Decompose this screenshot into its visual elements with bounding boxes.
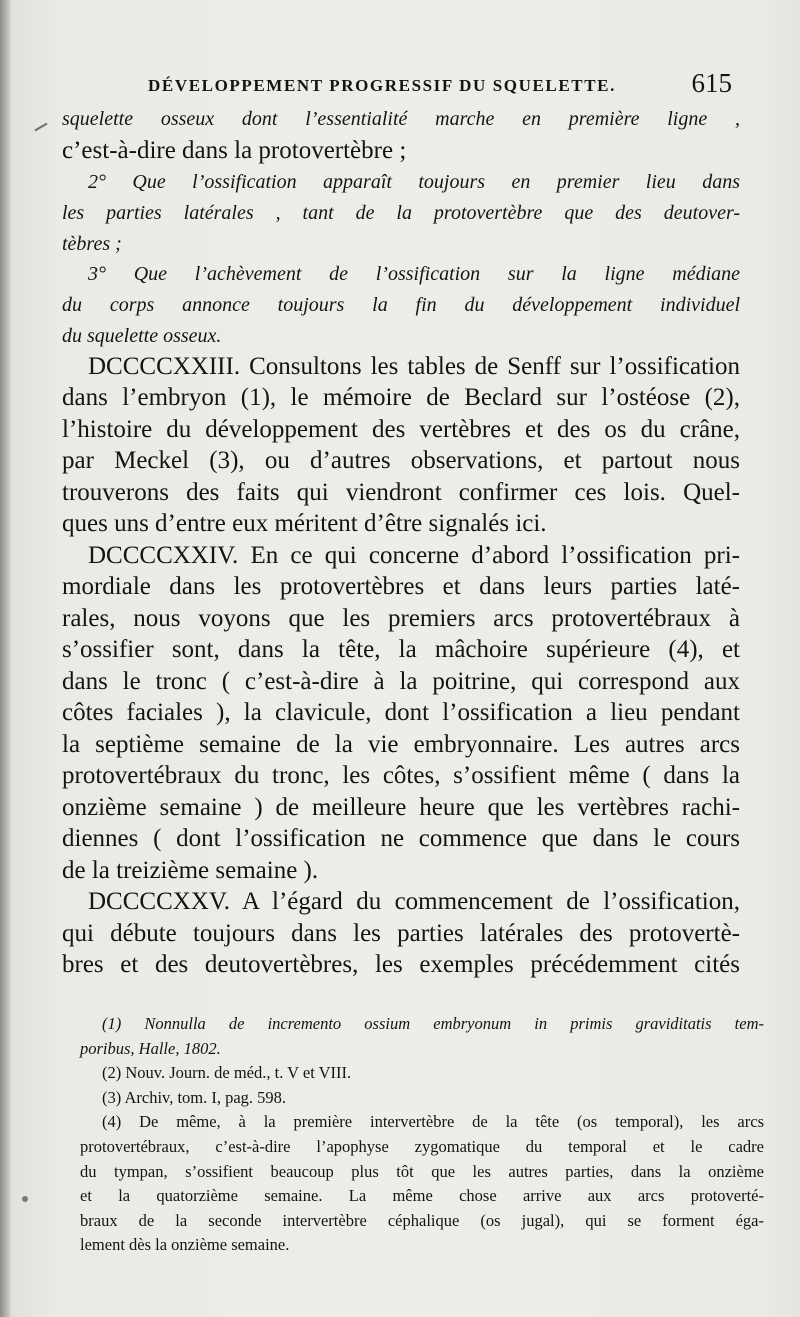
footnote-line: braux de la seconde intervertèbre céphalique (os jugal), qui se forment éga- <box>80 1210 764 1230</box>
footnote-line: du tympan, s’ossifient beaucoup plus tôt que les autres parties, dans la onzième <box>80 1161 764 1181</box>
footnote-line: (4) De même, à la première intervertèbre de la tête (os temporal), les arcs <box>102 1112 764 1132</box>
page-header <box>148 68 738 102</box>
text-line: ques uns d’entre eux méritent d’être signalés ici. <box>62 510 547 537</box>
text-line: trouverons des faits qui viendront confirmer ces lois. Quel- <box>62 478 740 506</box>
page-number: 615 <box>691 68 732 98</box>
text-line: DCCCCXXIII. Consultons les tables de Senff sur l’ossification <box>88 352 740 380</box>
text-line: onzième semaine ) de meilleure heure que les vertèbres rachi- <box>62 793 740 821</box>
text-line: dans l’embryon (1), le mémoire de Beclard sur l’ostéose (2), <box>62 384 740 411</box>
footnote-line: (3) Archiv, tom. I, pag. 598. <box>102 1087 287 1107</box>
text-line: tèbres ; <box>62 232 122 255</box>
page-spine-shadow <box>0 0 10 1317</box>
text-line: l’histoire du développement des vertèbres et des os du crâne, <box>62 415 740 443</box>
text-line: squelette osseux dont l’essentialité marche en première ligne , <box>62 108 740 130</box>
text-line: la septième semaine de la vie embryonnaire. Les autres arcs <box>62 730 740 758</box>
text-line: mordiale dans les protovertèbres et dans leurs parties laté- <box>62 573 740 600</box>
body-text <box>62 104 740 981</box>
text-line: 3° Que l’achèvement de l’ossification sur la ligne médiane <box>88 262 740 285</box>
footnote-line: et la quatorzième semaine. La même chose arrive aux arcs protoverté- <box>80 1186 764 1206</box>
text-line: rales, nous voyons que les premiers arcs protovertébraux à <box>62 604 740 632</box>
footnote-line: poribus, Halle, 1802. <box>80 1038 221 1058</box>
footnote-line: protovertébraux, c’est-à-dire l’apophyse zygomatique du temporal et le cadre <box>80 1136 764 1156</box>
text-line: côtes faciales ), la clavicule, dont l’ossification a lieu pendant <box>62 699 740 726</box>
text-line: dans le tronc ( c’est-à-dire à la poitrine, qui correspond aux <box>62 667 740 695</box>
margin-pencil-mark <box>34 123 47 132</box>
footnotes <box>80 1012 764 1258</box>
text-line: DCCCCXXIV. En ce qui concerne d’abord l’ossification pri- <box>88 541 740 569</box>
text-line: c’est-à-dire dans la protovertèbre ; <box>62 137 407 164</box>
text-line: protovertébraux du tronc, les côtes, s’ossifient même ( dans la <box>62 762 740 789</box>
running-head: DÉVELOPPEMENT PROGRESSIF DU SQUELETTE. <box>148 76 616 95</box>
footnote-line: (2) Nouv. Journ. de méd., t. V et VIII. <box>102 1063 352 1083</box>
text-line: qui débute toujours dans les parties latérales des protovertè- <box>62 919 740 947</box>
text-line: du corps annonce toujours la fin du développement individuel <box>62 293 740 316</box>
text-line: les parties latérales , tant de la protovertèbre que des deutover- <box>62 201 740 224</box>
footnote-line: lement dès la onzième semaine. <box>80 1235 290 1255</box>
text-line: 2° Que l’ossification apparaît toujours en premier lieu dans <box>88 170 740 193</box>
footnote-line: (1) Nonnulla de incremento ossium embryonum in primis graviditatis tem- <box>102 1014 764 1033</box>
text-line: DCCCCXXV. A l’égard du commencement de l’ossification, <box>88 888 740 915</box>
paper-speck <box>22 1196 28 1202</box>
text-line: diennes ( dont l’ossification ne commence que dans le cours <box>62 825 740 852</box>
text-line: s’ossifier sont, dans la tête, la mâchoire supérieure (4), et <box>62 636 740 663</box>
text-line: par Meckel (3), ou d’autres observations, et partout nous <box>62 447 740 474</box>
text-line: de la treizième semaine ). <box>62 856 319 884</box>
text-line: bres et des deutovertèbres, les exemples précédemment cités <box>62 951 740 978</box>
text-line: du squelette osseux. <box>62 324 222 347</box>
